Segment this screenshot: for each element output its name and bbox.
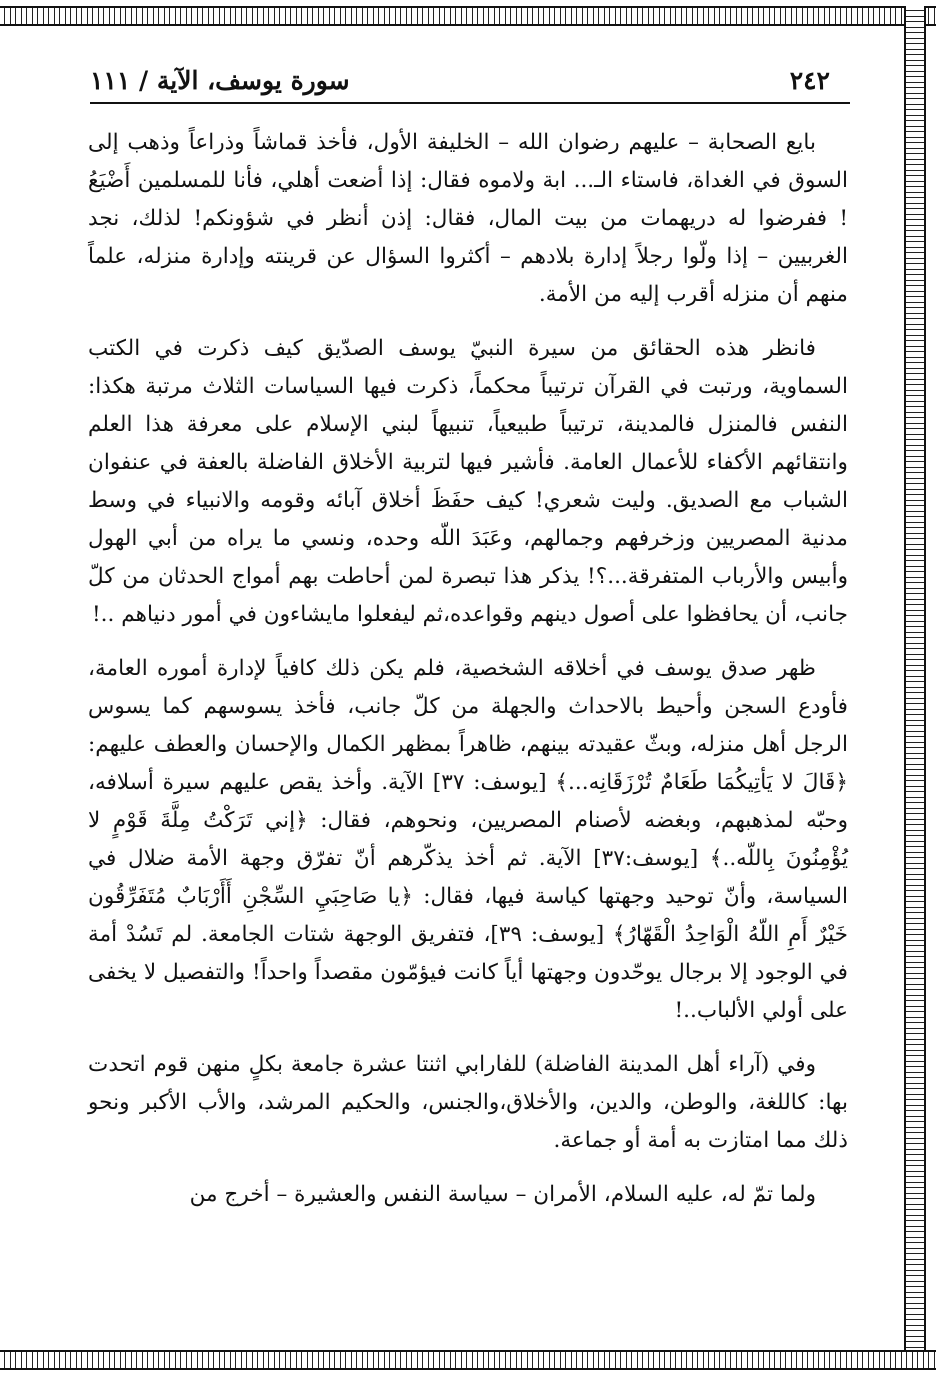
paragraph-4: وفي (آراء أهل المدينة الفاضلة) للفارابي اثنتا عشرة جامعة بكلٍ منهن قوم اتحدت بها: كاللغة، والوطن، والدين، والأخلاق،والجنس، والحكيم المرشد، والأب الأكبر ونحو ذلك مما امتازت به أمة أو جماعة.	[88, 1052, 848, 1153]
page-number: ٢٤٢	[789, 66, 830, 95]
paragraph-5: ولما تمّ له، عليه السلام، الأمران – سياسة النفس والعشيرة – أخرج من	[189, 1182, 816, 1207]
paragraph-1: بايع الصحابة – عليهم رضوان الله – الخليفة الأول، فأخذ قماشاً وذراعاً وذهب إلى السوق في الغداة، فاستاء الـ... ابة ولاموه فقال: إذا أضعت أهلي، فأنا للمسلمين أَضْيَعُ ! ففرضوا له دريهمات من بيت المال، فقال: إذن أنظر في شؤونكم! لذلك، نجد الغربيين – إذا ولّوا رجلاً إدارة بلادهم – أكثروا السؤال عن قرينته وإدارة منزله، علماً منهم أن منزله أقرب إليه من الأمة.	[88, 130, 848, 307]
surah-title: سورة يوسف، الآية / ١١١	[90, 66, 350, 95]
top-border	[0, 6, 936, 26]
page-body	[88, 124, 848, 1230]
paragraph-2: فانظر هذه الحقائق من سيرة النبيّ يوسف الصدّيق كيف ذكرت في الكتب السماوية، ورتبت في القرآن ترتيباً محكماً، ذكرت فيها السياسات الثلاث مرتبة هكذا: النفس فالمنزل فالمدينة، ترتيباً طبيعياً، تنبيهاً لبني الإسلام على معرفة هذا العلم وانتقائهم الأكفاء للأعمال العامة. فأشير فيها لتربية الأخلاق الفاضلة بالعفة في عنفوان الشباب مع الصديق. وليت شعري! كيف حفَظَ أخلاق آبائه وقومه والانبياء في وسط مدنية المصريين وزخرفهم وجمالهم، وعَبَدَ اللّه وحده، ونسي ما يراه من أبي الهول وأبيس والأرباب المتفرقة...؟! يذكر هذا تبصرة لمن أحاطت بهم أمواج الحدثان من كلّ جانب، أن يحافظوا على أصول دينهم وقواعده،ثم ليفعلوا مايشاءون في أمور دنياهم ..!	[88, 336, 848, 627]
bottom-border	[0, 1350, 936, 1370]
page-header	[90, 62, 850, 104]
right-border	[904, 6, 926, 1366]
paragraph-3: ظهر صدق يوسف في أخلاقه الشخصية، فلم يكن ذلك كافياً لإدارة أموره العامة، فأودع السجن وأحيط بالاحداث والجهلة من كلّ جانب، فأخذ يسوسهم كما يسوس الرجل أهل منزله، وبثّ عقيدته بينهم، ظاهراً بمظهر الكمال والإحسان والعطف عليهم: ﴿قَالَ لا يَأتِيكُمَا طَعَامٌ تُرْزَقَانِه...﴾ [يوسف: ٣٧] الآية. وأخذ يقص عليهم سيرة أسلافه، وحبّه لمذهبهم، وبغضه لأصنام المصريين، ونحوهم، فقال: ﴿إني تَرَكْتُ مِلَّةَ قَوْمٍ لا يُؤْمِنُونَ بِاللّه..﴾ [يوسف:٣٧] الآية. ثم أخذ يذكّرهم أنّ تفرّق وجهة الأمة ضلال في السياسة، وأنّ توحيد وجهتها كياسة فيها، فقال: ﴿يا صَاحِبَيِ السِّجْنِ أَأَرْبَابٌ مُتَفَرِّقُون خَيْرٌ أَمِ اللّهُ الْوَاحِدُ الْقَهّارُ﴾ [يوسف: ٣٩]، فتفريق الوجهة شتات الجامعة. لم تَسُدْ أمة في الوجود إلا برجال يوحّدون وجهتها أياً كانت فيؤمّون مقصداً واحداً! والتفصيل لا يخفى على أولي الألباب..!	[88, 656, 848, 1023]
